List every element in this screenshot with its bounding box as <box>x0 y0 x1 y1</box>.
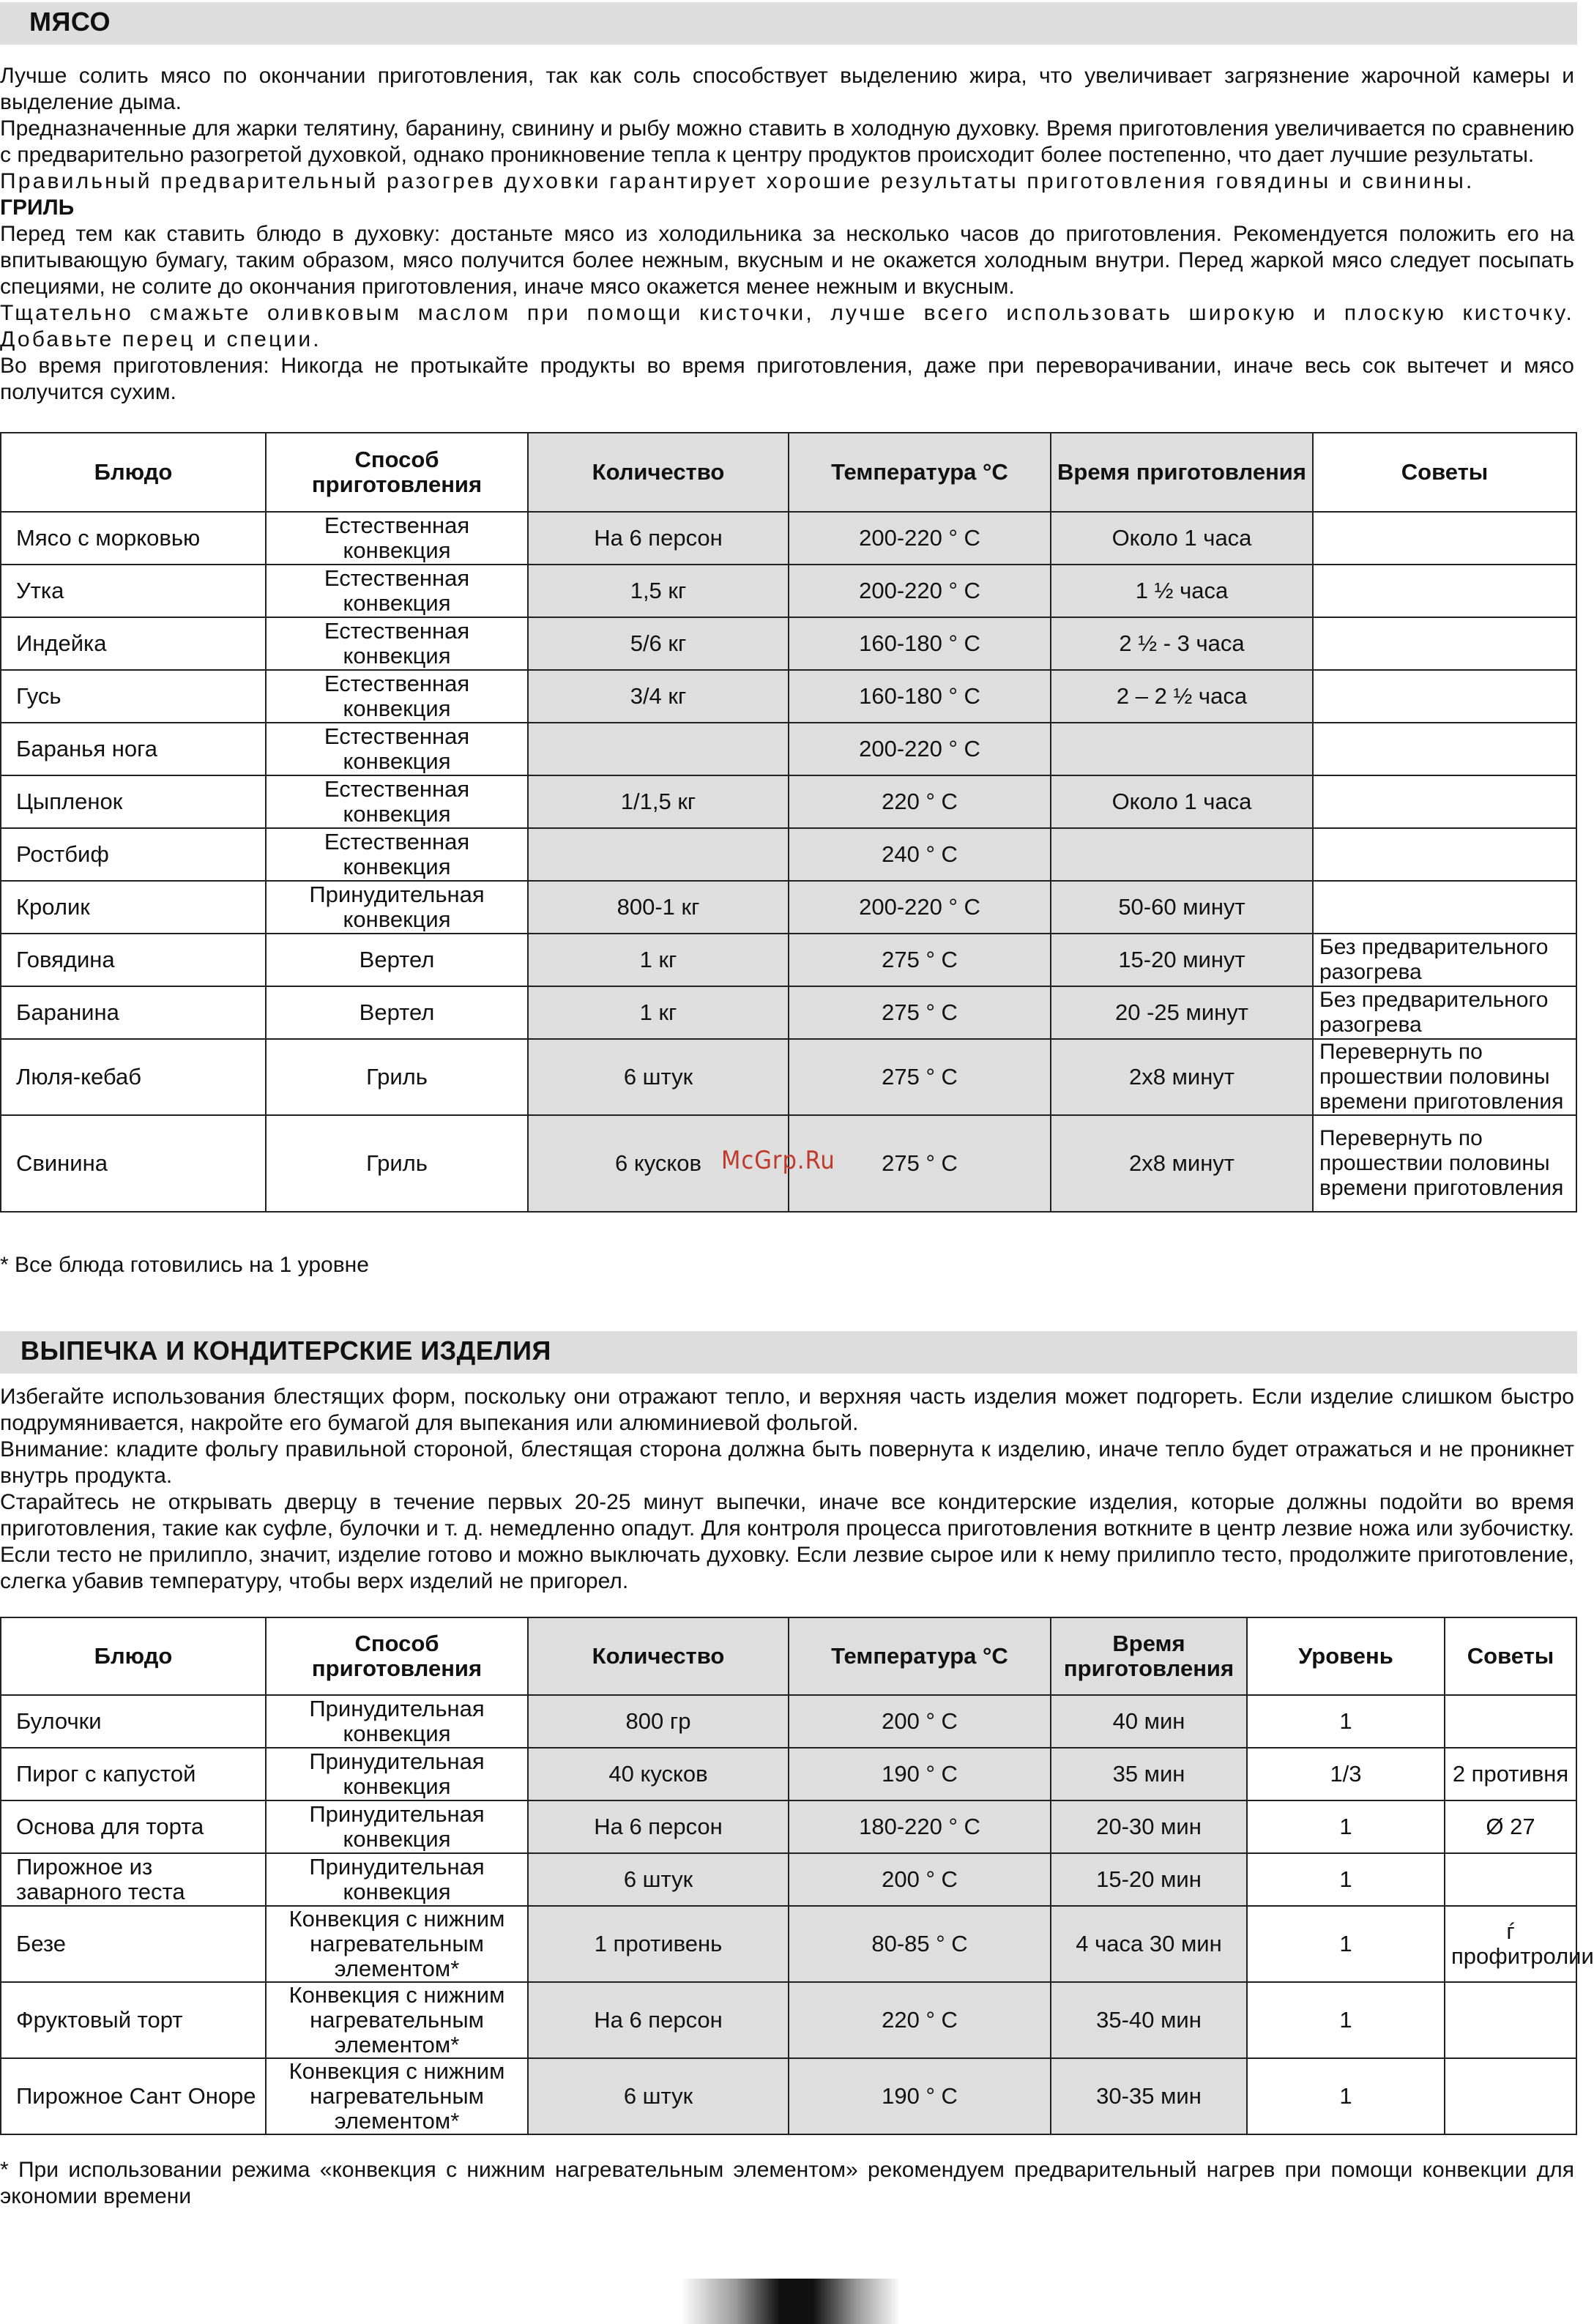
dish-cell: Пирожное из заварного теста <box>1 1853 266 1906</box>
dish-cell: Люля-кебаб <box>1 1039 266 1115</box>
tips-cell: Перевернуть по прошествии половины времени приготовления <box>1313 1039 1576 1115</box>
tips-cell: Без предварительного разогрева <box>1313 934 1576 986</box>
table-row <box>1 1039 1576 1115</box>
grill-paragraph: Во время приготовления: Никогда не протыкайте продукты во время приготовления, даже при переворачивании, иначе весь сок вытечет и мясо получится сухим. <box>0 354 1574 404</box>
header-method: Способ приготовления <box>266 1617 528 1695</box>
meat-cooking-table <box>0 432 1577 1213</box>
temperature-cell: 275 ° C <box>789 1039 1051 1115</box>
time-cell: 40 мин <box>1051 1695 1247 1748</box>
table-row <box>1 1748 1576 1800</box>
quantity-cell: 5/6 кг <box>528 617 789 670</box>
method-cell: Естественная конвекция <box>266 723 528 775</box>
tips-cell <box>1313 565 1576 617</box>
dish-cell: Мясо с морковью <box>1 512 266 565</box>
table-row <box>1 670 1576 723</box>
meat-section-header <box>0 2 1577 45</box>
dish-cell: Баранья нога <box>1 723 266 775</box>
dish-cell: Цыпленок <box>1 775 266 828</box>
dish-cell: Свинина <box>1 1115 266 1212</box>
temperature-cell: 200-220 ° C <box>789 565 1051 617</box>
quantity-cell: 6 кусков <box>528 1115 789 1212</box>
meat-intro-text <box>0 63 1574 406</box>
tips-cell <box>1313 775 1576 828</box>
table-row <box>1 881 1576 934</box>
quantity-cell: 1,5 кг <box>528 565 789 617</box>
tips-cell <box>1313 881 1576 934</box>
quantity-cell: 1 кг <box>528 986 789 1039</box>
quantity-cell <box>528 723 789 775</box>
time-cell: 2х8 минут <box>1051 1039 1313 1115</box>
temperature-cell: 200-220 ° C <box>789 723 1051 775</box>
time-cell: 20 -25 минут <box>1051 986 1313 1039</box>
method-cell: Гриль <box>266 1039 528 1115</box>
meat-footnote: * Все блюда готовились на 1 уровне <box>0 1253 369 1277</box>
temperature-cell: 160-180 ° C <box>789 617 1051 670</box>
temperature-cell: 275 ° C <box>789 986 1051 1039</box>
method-cell: Естественная конвекция <box>266 775 528 828</box>
method-cell: Принудительная конвекция <box>266 1748 528 1800</box>
tips-cell <box>1445 1695 1576 1748</box>
tips-cell <box>1313 617 1576 670</box>
level-cell: 1 <box>1247 1800 1445 1853</box>
header-level: Уровень <box>1247 1617 1445 1695</box>
meat-paragraph: Лучше солить мясо по окончании приготовления, так как соль способствует выделению жира, что увеличивает загрязнение жарочной камеры и выделение дыма. <box>0 64 1574 114</box>
quantity-cell <box>528 828 789 881</box>
method-cell: Естественная конвекция <box>266 828 528 881</box>
dish-cell: Пирог с капустой <box>1 1748 266 1800</box>
pastry-footnote: * При использовании режима «конвекция с нижним нагревательным элементом» рекомендуем предварительный нагрев при помощи конвекции для экономии времени <box>0 2158 1574 2208</box>
dish-cell: Гусь <box>1 670 266 723</box>
table-row <box>1 986 1576 1039</box>
table-row <box>1 617 1576 670</box>
table-row <box>1 2058 1576 2134</box>
time-cell: 2 – 2 ½ часа <box>1051 670 1313 723</box>
grill-paragraph: Перед тем как ставить блюдо в духовку: достаньте мясо из холодильника за несколько часов до приготовления. Рекомендуется положить его на впитывающую бумагу, таким образом, мясо получится более нежным, вкусным и не окажется холодным внутри. Перед жаркой мясо следует посыпать специями, не солите до окончания приготовления, иначе мясо окажется менее нежным и вкусным. <box>0 222 1574 299</box>
quantity-cell: 6 штук <box>528 2058 789 2134</box>
temperature-cell: 80-85 ° C <box>789 1906 1051 1982</box>
pastry-cooking-table <box>0 1617 1594 2135</box>
time-cell: 20-30 мин <box>1051 1800 1247 1853</box>
method-cell: Конвекция с нижним нагревательным элементом* <box>266 1982 528 2058</box>
time-cell <box>1051 723 1313 775</box>
time-cell: 15-20 минут <box>1051 934 1313 986</box>
header-temperature: Температура °C <box>789 1617 1051 1695</box>
time-cell: 1 ½ часа <box>1051 565 1313 617</box>
temperature-cell: 275 ° C <box>789 1115 1051 1212</box>
method-cell: Естественная конвекция <box>266 617 528 670</box>
time-cell: 4 часа 30 мин <box>1051 1906 1247 1982</box>
table-row <box>1 934 1576 986</box>
pastry-paragraph: Внимание: кладите фольгу правильной стороной, блестящая сторона должна быть повернута к изделию, иначе тепло будет отражаться и не проникнет внутрь продукта. <box>0 1437 1574 1488</box>
table-row <box>1 512 1576 565</box>
dish-cell: Булочки <box>1 1695 266 1748</box>
method-cell: Принудительная конвекция <box>266 1800 528 1853</box>
time-cell: 50-60 минут <box>1051 881 1313 934</box>
method-cell: Вертел <box>266 934 528 986</box>
table-row <box>1 723 1576 775</box>
dish-cell: Говядина <box>1 934 266 986</box>
dish-cell: Индейка <box>1 617 266 670</box>
table-row <box>1 565 1576 617</box>
level-cell: 1 <box>1247 1853 1445 1906</box>
time-cell: Около 1 часа <box>1051 775 1313 828</box>
tips-cell: 2 противня <box>1445 1748 1576 1800</box>
time-cell: 15-20 мин <box>1051 1853 1247 1906</box>
temperature-cell: 190 ° C <box>789 1748 1051 1800</box>
pastry-section-header <box>0 1331 1577 1374</box>
meat-section-title: МЯСО <box>29 7 111 37</box>
temperature-cell: 180-220 ° C <box>789 1800 1051 1853</box>
table-row <box>1 1695 1576 1748</box>
table-row <box>1 1800 1576 1853</box>
tips-cell <box>1313 828 1576 881</box>
method-cell: Принудительная конвекция <box>266 1853 528 1906</box>
temperature-cell: 200-220 ° C <box>789 512 1051 565</box>
tips-cell: ѓ профитролии <box>1445 1906 1576 1982</box>
method-cell: Принудительная конвекция <box>266 881 528 934</box>
dish-cell: Кролик <box>1 881 266 934</box>
header-temperature: Температура °C <box>789 433 1051 512</box>
meat-paragraph: Правильный предварительный разогрев духовки гарантирует хорошие результаты приготовления говядины и свинины. <box>0 169 1475 193</box>
dish-cell: Ростбиф <box>1 828 266 881</box>
temperature-cell: 200 ° C <box>789 1853 1051 1906</box>
header-tips: Советы <box>1313 433 1576 512</box>
table-header-row <box>1 433 1576 512</box>
time-cell: Около 1 часа <box>1051 512 1313 565</box>
pastry-paragraph: Избегайте использования блестящих форм, поскольку они отражают тепло, и верхняя часть изделия может подгореть. Если изделие слишком быстро подрумянивается, накройте его бумагой для выпекания или алюминиевой фольгой. <box>0 1385 1574 1435</box>
tips-cell <box>1313 512 1576 565</box>
header-tips: Советы <box>1445 1617 1576 1695</box>
table-row <box>1 1982 1576 2058</box>
temperature-cell: 275 ° C <box>789 934 1051 986</box>
method-cell: Конвекция с нижним нагревательным элементом* <box>266 2058 528 2134</box>
table-row <box>1 775 1576 828</box>
quantity-cell: 6 штук <box>528 1853 789 1906</box>
quantity-cell: На 6 персон <box>528 1800 789 1853</box>
tips-cell <box>1445 1982 1576 2058</box>
header-method: Способ приготовления <box>266 433 528 512</box>
temperature-cell: 200-220 ° C <box>789 881 1051 934</box>
method-cell: Принудительная конвекция <box>266 1695 528 1748</box>
temperature-cell: 220 ° C <box>789 1982 1051 2058</box>
quantity-cell: 6 штук <box>528 1039 789 1115</box>
header-dish: Блюдо <box>1 433 266 512</box>
quantity-cell: 800-1 кг <box>528 881 789 934</box>
time-cell: 35-40 мин <box>1051 1982 1247 2058</box>
pastry-section-title: ВЫПЕЧКА И КОНДИТЕРСКИЕ ИЗДЕЛИЯ <box>21 1336 551 1366</box>
header-quantity: Количество <box>528 433 789 512</box>
dish-cell: Безе <box>1 1906 266 1982</box>
table-row <box>1 1853 1576 1906</box>
dish-cell: Утка <box>1 565 266 617</box>
quantity-cell: На 6 персон <box>528 1982 789 2058</box>
meat-paragraph: Предназначенные для жарки телятину, баранину, свинину и рыбу можно ставить в холодную духовку. Время приготовления увеличивается по сравнению с предварительно разогретой духовкой, однако проникновение тепла к центру продуктов происходит более постепенно, что дает лучшие результаты. <box>0 116 1574 167</box>
quantity-cell: 800 гр <box>528 1695 789 1748</box>
dish-cell: Основа для торта <box>1 1800 266 1853</box>
level-cell: 1 <box>1247 1982 1445 2058</box>
method-cell: Естественная конвекция <box>266 512 528 565</box>
watermark: McGrp.Ru <box>721 1146 835 1175</box>
quantity-cell: На 6 персон <box>528 512 789 565</box>
level-cell: 1 <box>1247 1695 1445 1748</box>
time-cell: 2х8 минут <box>1051 1115 1313 1212</box>
time-cell <box>1051 828 1313 881</box>
page-edge-decoration <box>681 2279 901 2324</box>
time-cell: 35 мин <box>1051 1748 1247 1800</box>
pastry-paragraph: Старайтесь не открывать дверцу в течение первых 20-25 минут выпечки, иначе все кондитерские изделия, которые должны подойти во время приготовления, такие как суфле, булочки и т. д. немедленно опадут. Для контроля процесса приготовления воткните в центр лезвие ножа или зубочистку. Если тесто не прилипло, значит, изделие готово и можно выключать духовку. Если лезвие сырое или к нему прилипло тесто, продолжите приготовление, слегка убавив температуру, чтобы верх изделий не пригорел. <box>0 1490 1574 1593</box>
dish-cell: Фруктовый торт <box>1 1982 266 2058</box>
temperature-cell: 190 ° C <box>789 2058 1051 2134</box>
temperature-cell: 240 ° C <box>789 828 1051 881</box>
tips-cell: Без предварительного разогрева <box>1313 986 1576 1039</box>
tips-cell <box>1313 723 1576 775</box>
time-cell: 30-35 мин <box>1051 2058 1247 2134</box>
table-row <box>1 1906 1576 1982</box>
quantity-cell: 3/4 кг <box>528 670 789 723</box>
table-header-row <box>1 1617 1576 1695</box>
grill-paragraph: Тщательно смажьте оливковым маслом при помощи кисточки, лучше всего использовать широкую и плоскую кисточку. Добавьте перец и специи. <box>0 301 1574 351</box>
dish-cell: Баранина <box>1 986 266 1039</box>
quantity-cell: 1 кг <box>528 934 789 986</box>
dish-cell: Пирожное Сант Оноре <box>1 2058 266 2134</box>
tips-cell <box>1445 2058 1576 2134</box>
tips-cell <box>1313 670 1576 723</box>
method-cell: Гриль <box>266 1115 528 1212</box>
method-cell: Естественная конвекция <box>266 670 528 723</box>
tips-cell <box>1445 1853 1576 1906</box>
header-dish: Блюдо <box>1 1617 266 1695</box>
grill-heading: ГРИЛЬ <box>0 195 75 220</box>
quantity-cell: 1/1,5 кг <box>528 775 789 828</box>
method-cell: Конвекция с нижним нагревательным элементом* <box>266 1906 528 1982</box>
header-time: Время приготовления <box>1051 1617 1247 1695</box>
pastry-intro-text <box>0 1384 1574 1595</box>
method-cell: Вертел <box>266 986 528 1039</box>
temperature-cell: 160-180 ° C <box>789 670 1051 723</box>
level-cell: 1 <box>1247 1906 1445 1982</box>
header-quantity: Количество <box>528 1617 789 1695</box>
temperature-cell: 220 ° C <box>789 775 1051 828</box>
level-cell: 1/3 <box>1247 1748 1445 1800</box>
quantity-cell: 1 противень <box>528 1906 789 1982</box>
temperature-cell: 200 ° C <box>789 1695 1051 1748</box>
tips-cell: Перевернуть по прошествии половины времени приготовления <box>1313 1115 1576 1212</box>
header-time: Время приготовления <box>1051 433 1313 512</box>
method-cell: Естественная конвекция <box>266 565 528 617</box>
time-cell: 2 ½ - 3 часа <box>1051 617 1313 670</box>
level-cell: 1 <box>1247 2058 1445 2134</box>
tips-cell: Ø 27 <box>1445 1800 1576 1853</box>
quantity-cell: 40 кусков <box>528 1748 789 1800</box>
table-row <box>1 828 1576 881</box>
